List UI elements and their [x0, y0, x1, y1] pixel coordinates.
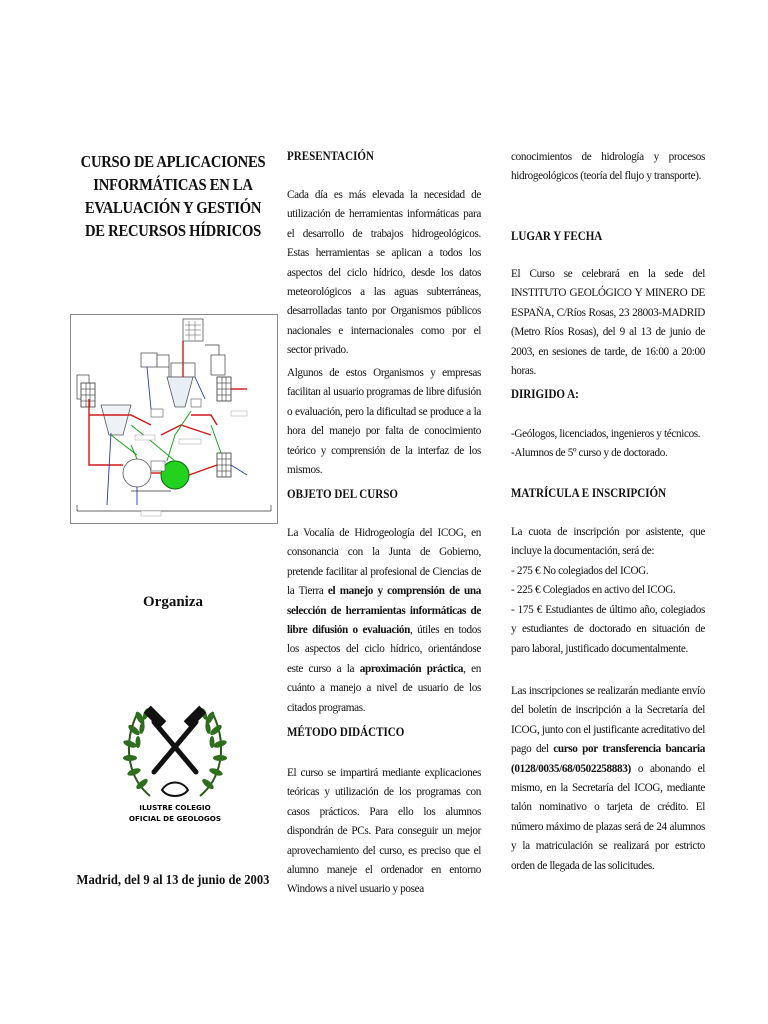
heading-presentacion: PRESENTACIÓN	[287, 148, 374, 163]
heading-lugar: LUGAR Y FECHA	[511, 228, 603, 243]
heading-metodo: MÉTODO DIDÁCTICO	[287, 724, 405, 739]
objeto-text-2: , útiles en todos los aspectos del ciclo hídrico, orientándose este curso a la	[287, 624, 481, 675]
fees-list	[511, 562, 705, 659]
objeto-bold-1: el manejo y comprensión de una selección de herramientas informáticas de libre difusión o evaluación	[287, 585, 481, 637]
hydrologic-cycle-diagram	[70, 314, 278, 524]
course-title: CURSO DE APLICACIONES INFORMÁTICAS EN LA EVALUACIÓN Y GESTIÓN DE RECURSOS HÍDRICOS	[80, 152, 266, 240]
lugar-paragraph: El Curso se celebrará en la sede del INSTITUTO GEOLÓGICO Y MINERO DE ESPAÑA, C/Ríos Rosas, 23 28003-MADRID (Metro Ríos Rosas), del 9 al 13 de junio de 2003, en sesiones de tarde, de 16:00 a 20:00 horas.	[511, 268, 705, 378]
inscripcion-text-2: o abonando el mismo, en la Secretaría del ICOG, mediante talón nominativo o tarjeta de crédito. El número máximo de plazas será de 24 alumnos y la matriculación se realizará por estricto orden de llegada de las solicitudes.	[511, 762, 705, 872]
dirigido-list	[511, 425, 705, 464]
date-place-line: Madrid, del 9 al 13 de junio de 2003	[76, 873, 270, 888]
dirigido-item-2: -Alumnos de 5º curso y de doctorado.	[511, 447, 668, 460]
diagram-graphic	[71, 315, 277, 523]
presentacion-paragraph-1: Cada día es más elevada la necesidad de utilización de herramientas informáticas para el desarrollo de trabajos hidrogeológicos. Estas herramientas se aplican a todos los aspectos del ciclo hídrico, desde los datos meteorológicos a las aguas subterráneas, desarrolladas tanto por Organismos públicos nacionales e internacionales como por el sector privado.	[287, 189, 481, 357]
objeto-bold-2: aproximación práctica	[359, 662, 464, 675]
fee-item-2: - 225 € Colegiados en activo del ICOG.	[511, 584, 676, 597]
heading-objeto: OBJETO DEL CURSO	[287, 486, 398, 501]
laurel-hammers-emblem	[110, 668, 240, 828]
presentacion-paragraph-2: Algunos de estos Organismos y empresas facilitan al usuario programas de libre difusión o evaluación, pero la dificultad se produce a la hora del manejo por falta de conocimiento teórico y comprensión de la interfaz de los mismos.	[287, 367, 481, 477]
logo-line-2: OFICIAL DE GEOLOGOS	[128, 814, 222, 823]
inscripcion-bold: curso por transferencia bancaria (0128/0035/68/0502258883)	[511, 743, 706, 775]
continuation-paragraph: conocimientos de hidrología y procesos hidrogeológicos (teoría del flujo y transporte).	[511, 151, 705, 183]
objeto-paragraph	[287, 524, 481, 718]
inscripcion-paragraph	[511, 682, 705, 876]
inscripcion-text-1: Las inscripciones se realizarán mediante envío del boletín de inscripción a la Secretaría del ICOG, junto con el justificante acreditativo del pago del	[511, 685, 705, 756]
objeto-text-1: La Vocalía de Hidrogeología del ICOG, en consonancia con la Junta de Gobierno, pretende facilitar al profesional de Ciencias de la Tierra	[287, 527, 481, 598]
heading-dirigido: DIRIGIDO A:	[511, 386, 579, 401]
organiza-label: Organiza	[143, 594, 203, 610]
fee-item-3: - 175 € Estudiantes de último año, colegiados y estudiantes de doctorado en situación de paro laboral, justificado documentalmente.	[511, 603, 705, 655]
matricula-paragraph: La cuota de inscripción por asistente, que incluye la documentación, será de:	[511, 526, 705, 558]
objeto-text-3: , en cuánto a manejo a nivel de usuario de los citados programas.	[287, 662, 481, 714]
icog-logo	[110, 668, 240, 828]
dirigido-item-1: -Geólogos, licenciados, ingenieros y técnicos.	[511, 428, 701, 440]
fee-item-1: - 275 € No colegiados del ICOG.	[511, 565, 649, 577]
metodo-paragraph: El curso se impartirá mediante explicaciones teóricas y utilización de los programas con casos prácticos. Para ello los alumnos dispondrán de PCs. Para conseguir un mejor aprovechamiento del curso, es preciso que el alumno maneje el ordenador en entorno Windows a nivel usuario y posea	[287, 767, 481, 896]
heading-matricula: MATRÍCULA E INSCRIPCIÓN	[511, 485, 667, 500]
logo-line-1: ILUSTRE COLEGIO	[139, 803, 211, 812]
